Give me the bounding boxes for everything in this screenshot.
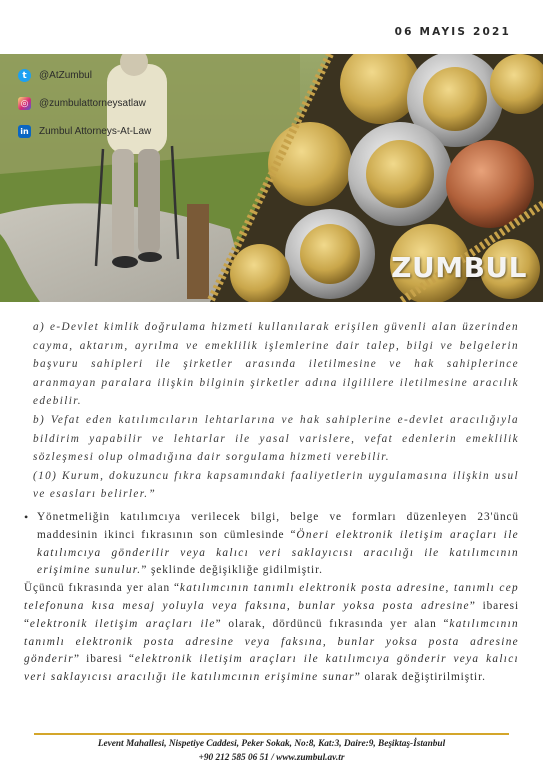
social-link-instagram[interactable] bbox=[18, 96, 151, 111]
amendment-section bbox=[24, 509, 519, 687]
text-run: ” olarak, dördüncü fıkrasında yer alan “ bbox=[215, 617, 450, 630]
social-link-linkedin[interactable] bbox=[18, 124, 151, 139]
text-run: ” ibaresi “ bbox=[73, 653, 135, 666]
text-run: ” ibaresi “ bbox=[24, 599, 520, 630]
quote-paragraph-b: b) Vefat eden katılımcıların lehtarlarına ve hak sahiplerine e-devlet aracılığıyla bildirim yapabilir ve lehtarlar ile yasal varislere, vefat edenlerin emeklilik sözleşmesi olup olmadığına dair sorgulama hizmeti verebilir. bbox=[33, 413, 519, 464]
text-run: ” olarak değiştirilmiştir. bbox=[354, 671, 486, 684]
footer-divider bbox=[34, 733, 509, 735]
footer bbox=[0, 737, 543, 765]
quoted-italic-text: Öneri elektronik iletişim araçları ile katılımcıya gönderilir veya kalıcı veri saklayıcısı aracılığı ile katılımcının erişimine sunulur. bbox=[37, 528, 519, 577]
text-run: ” şeklinde değişikliğe gidilmiştir. bbox=[141, 564, 323, 577]
zumbul-logo: ZUMBUL bbox=[391, 251, 527, 284]
text-run: Üçüncü fıkrasında yer alan “ bbox=[24, 582, 180, 595]
quoted-italic-text: katılımcının tanımlı elektronik posta adresine, tanımlı cep telefonuna kısa mesaj yoluyla veya faksına, bunlar yoksa posta adresine bbox=[24, 582, 520, 612]
quoted-italic-text: katılımcının tanımlı elektronik posta adresine veya faksına, bunlar yoksa posta adresine gönderir bbox=[24, 617, 519, 666]
instagram-handle: @zumbulattorneysatlaw bbox=[39, 98, 146, 109]
footer-contact[interactable]: +90 212 585 06 51 / www.zumbul.av.tr bbox=[198, 753, 345, 763]
text-run: Yönetmeliğin katılımcıya verilecek bilgi, belge ve formları düzenleyen 23'üncü maddesinin ikinci fıkrasının son cümlesinde “ bbox=[37, 511, 519, 541]
quote-paragraph-a: a) e-Devlet kimlik doğrulama hizmeti kullanılarak erişilen güvenli alan üzerinden cayma, aktarım, ayrılma ve emeklilik işlemlerine dair talep, bilgi ve belgelerin başvuru sahipleri ile şirketler arasında iletilmesine ve hak sahiplerince aranmayan paralara ilişkin bilginin şirketler adına ilgililere iletilmesine aracılık edebilir. bbox=[33, 321, 519, 408]
social-link-twitter[interactable] bbox=[18, 68, 151, 83]
linkedin-icon: in bbox=[18, 125, 31, 138]
quoted-italic-text: elektronik iletişim araçları ile katılımcıya gönderir veya kalıcı veri saklayıcısı aracılığı ile katılımcının erişimine sunar bbox=[24, 653, 519, 684]
twitter-handle: @AtZumbul bbox=[39, 70, 92, 81]
instagram-icon: ◎ bbox=[18, 97, 31, 110]
quote-paragraph-10: (10) Kurum, dokuzuncu fıkra kapsamındaki faaliyetlerin uygulamasına ilişkin usul ve esasları belirler.” bbox=[33, 469, 519, 501]
document-date: 06 MAYIS 2021 bbox=[394, 26, 511, 38]
linkedin-handle: Zumbul Attorneys-At-Law bbox=[39, 126, 152, 137]
amendment-paragraph-1 bbox=[37, 509, 519, 580]
bullet-item bbox=[24, 509, 519, 580]
hero-image bbox=[0, 54, 543, 302]
quoted-italic-text: elektronik iletişim araçları ile bbox=[29, 617, 216, 630]
quoted-regulation-text bbox=[33, 318, 519, 504]
bullet-icon: • bbox=[24, 510, 30, 524]
amendment-paragraph-2 bbox=[24, 580, 519, 687]
footer-address: Levent Mahallesi, Nispetiye Caddesi, Peker Sokak, No:8, Kat:3, Daire:9, Beşiktaş-İstanbul bbox=[97, 739, 446, 749]
social-links bbox=[18, 68, 151, 152]
twitter-icon: t bbox=[18, 69, 31, 82]
